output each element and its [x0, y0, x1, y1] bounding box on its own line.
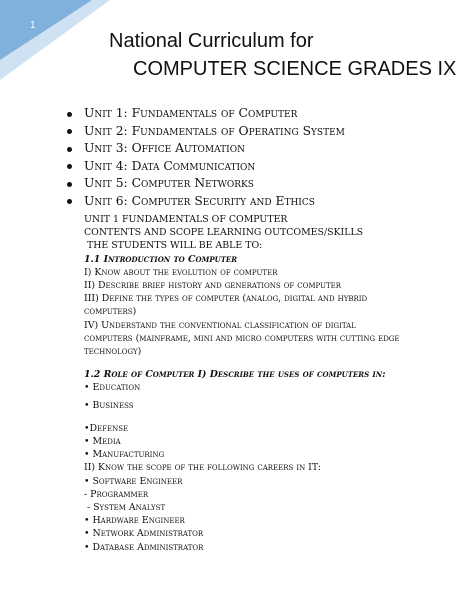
document-body: [84, 213, 454, 554]
unit-item: Unit 2: Fundamentals of Operating System: [67, 123, 345, 141]
list-item: • Media: [84, 436, 121, 448]
page-number: 1: [30, 20, 36, 31]
unit-item: Unit 4: Data Communication: [67, 158, 345, 176]
outcome-line: II) Know the scope of the following careers in IT:: [84, 462, 321, 474]
outcome-line: computers): [84, 306, 137, 318]
list-item: - Programmer: [84, 488, 149, 500]
unit-heading: UNIT 1 FUNDAMENTALS OF COMPUTER: [84, 214, 288, 225]
bullet-icon: [67, 112, 72, 117]
list-item: • Business: [84, 399, 134, 411]
unit-list: [67, 105, 345, 210]
spacer: [84, 358, 454, 368]
unit-item: Unit 3: Office Automation: [67, 140, 345, 158]
spacer: [84, 412, 454, 422]
unit-item: Unit 1: Fundamentals of Computer: [67, 105, 345, 123]
page-title-line-2: COMPUTER SCIENCE GRADES IX: [133, 58, 457, 80]
list-item: • Manufacturing: [84, 449, 165, 461]
page-title-line-1: National Curriculum for: [109, 30, 314, 52]
bullet-icon: [67, 129, 72, 134]
list-item: • Software Engineer: [84, 475, 183, 487]
outcome-line: computers (mainframe, mini and micro computers with cutting edge: [84, 332, 400, 344]
outcome-line: I) Know about the evolution of computer: [84, 266, 278, 278]
bullet-icon: [67, 164, 72, 169]
unit-item: Unit 6: Computer Security and Ethics: [67, 193, 345, 211]
bullet-icon: [67, 182, 72, 187]
outcome-line: II) Describe brief history and generations of computer: [84, 280, 342, 292]
unit-item: Unit 5: Computer Networks: [67, 175, 345, 193]
list-item: • Hardware Engineer: [84, 515, 185, 527]
list-item: • Database Administrator: [84, 541, 204, 553]
section-subtitle: CONTENTS AND SCOPE LEARNING OUTCOMES/SKILLS: [84, 227, 364, 239]
outcome-line: IV) Understand the conventional classification of digital: [84, 319, 356, 331]
section-heading-1-2: 1.2 Role of Computer I) Describe the uses of computers in:: [84, 369, 386, 381]
outcome-line: III) Define the types of computer (analog, digital and hybrid: [84, 293, 368, 305]
corner-decoration: [0, 0, 110, 80]
outcome-line: technology): [84, 346, 142, 358]
list-item: - System Analyst: [84, 502, 166, 514]
section-heading-1-1: 1.1 Introduction to Computer: [84, 253, 238, 265]
list-item: •Defense: [84, 422, 129, 434]
list-item: • Network Administrator: [84, 528, 204, 540]
intro-text: THE STUDENTS WILL BE ABLE TO:: [84, 240, 263, 252]
bullet-icon: [67, 199, 72, 204]
list-item: • Education: [84, 382, 141, 394]
bullet-icon: [67, 147, 72, 152]
